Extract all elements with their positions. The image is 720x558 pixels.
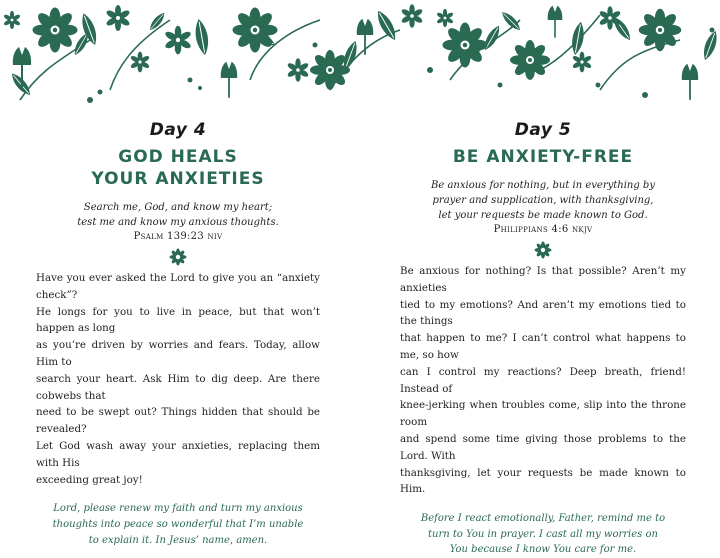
prayer-line: turn to You in prayer. I cast all my worries on	[428, 528, 658, 540]
body-line: Have you ever asked the Lord to give you an “anxiety check”?	[36, 272, 320, 301]
flower-divider-icon	[169, 248, 187, 266]
body-line: that happen to me? I can’t control what happens to me, so how	[400, 332, 686, 361]
prayer-line: Lord, please renew my faith and turn my anxious	[53, 503, 303, 515]
body-line: need to be swept out? Things hidden that should be revealed?	[36, 406, 320, 436]
verse-line: Search me, God, and know my heart;	[83, 202, 273, 213]
scripture-reference: Philippians 4:6 nkjv	[493, 224, 593, 235]
devotional-body	[36, 270, 320, 488]
body-line: Let God wash away your anxieties, replacing them with His	[36, 439, 320, 469]
prayer	[400, 511, 686, 558]
title-line: GOD HEALS	[118, 147, 238, 167]
devotional-body	[400, 263, 686, 498]
verse-line: prayer and supplication, with thanksgiving,	[432, 195, 654, 206]
body-line: tied to my emotions? And aren’t my emotions tied to the things	[400, 298, 686, 328]
prayer	[36, 501, 320, 548]
body-line: search your heart. Ask Him to dig deep. Are there cobwebs that	[36, 372, 320, 402]
scripture-reference: Psalm 139:23 niv	[133, 231, 223, 242]
flower-divider-icon	[534, 241, 552, 259]
scripture-verse	[36, 200, 320, 230]
prayer-line: thoughts into peace so wonderful that I’m unable	[52, 518, 304, 530]
body-line: He longs for you to live in peace, but that won’t happen as long	[36, 305, 320, 335]
body-line: and spend some time giving those problems to the Lord. With	[400, 432, 686, 462]
page-title	[36, 146, 320, 190]
verse-line: Be anxious for nothing, but in everything by	[431, 180, 655, 191]
scripture-verse	[400, 178, 686, 223]
prayer-line: You because I know You care for me.	[449, 544, 637, 556]
title-line: YOUR ANXIETIES	[91, 169, 265, 189]
body-line: knee-jerking when troubles come, slip into the throne room	[400, 399, 686, 429]
body-line: exceeding great joy!	[36, 473, 143, 486]
verse-line: let your requests be made known to God.	[438, 210, 648, 221]
body-line: thanksgiving, let your requests be made known to Him.	[400, 466, 686, 496]
page-title	[400, 146, 686, 168]
body-line: Be anxious for nothing? Is that possible? Aren’t my anxieties	[400, 265, 686, 294]
body-line: as you’re driven by worries and fears. Today, allow Him to	[36, 339, 320, 368]
day-label: Day 5	[514, 120, 572, 140]
verse-line: test me and know my anxious thoughts.	[77, 217, 279, 228]
day-label: Day 4	[149, 120, 207, 140]
right-page	[400, 118, 686, 558]
prayer-line: to explain it. In Jesus’ name, amen.	[88, 534, 268, 546]
left-page	[36, 118, 320, 548]
title-line: BE ANXIETY-FREE	[452, 147, 634, 167]
body-line: can I control my reactions? Deep breath, friend! Instead of	[400, 365, 686, 395]
prayer-line: Before I react emotionally, Father, remind me to	[420, 513, 666, 525]
floral-banner	[0, 0, 720, 120]
